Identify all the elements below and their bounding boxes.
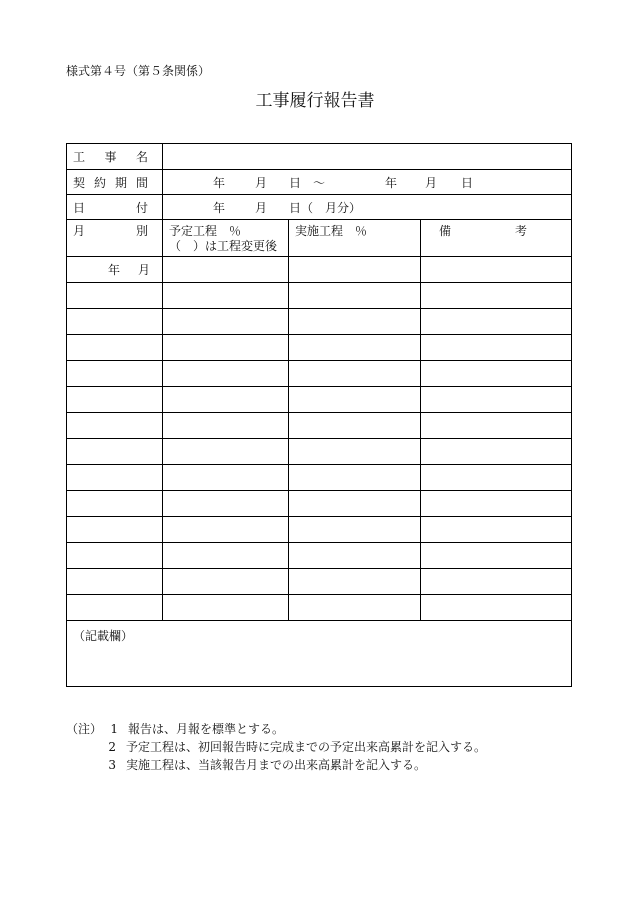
planned-cell[interactable] (163, 491, 289, 517)
actual-cell[interactable] (289, 257, 421, 283)
table-row (67, 413, 572, 439)
month-cell[interactable] (67, 335, 163, 361)
table-row (67, 335, 572, 361)
actual-cell[interactable] (289, 387, 421, 413)
remarks-cell[interactable] (421, 595, 572, 621)
remarks-cell[interactable] (421, 309, 572, 335)
remarks-cell[interactable] (421, 257, 572, 283)
month-cell[interactable] (67, 439, 163, 465)
remarks-header: 備 考 (421, 220, 572, 257)
contract-period-row (67, 170, 572, 195)
form-number: 様式第４号（第５条関係） (66, 64, 211, 78)
table-row (67, 465, 572, 491)
remarks-cell[interactable] (421, 413, 572, 439)
planned-cell[interactable] (163, 569, 289, 595)
month-cell[interactable] (67, 543, 163, 569)
contract-end-month: 月 (425, 176, 438, 190)
planned-cell[interactable] (163, 361, 289, 387)
planned-cell[interactable] (163, 309, 289, 335)
month-cell[interactable] (67, 283, 163, 309)
actual-cell[interactable] (289, 465, 421, 491)
table-row (67, 595, 572, 621)
actual-cell[interactable] (289, 361, 421, 387)
footnotes (66, 720, 486, 774)
month-cell[interactable] (67, 309, 163, 335)
project-name-label: 工 事 名 (67, 144, 163, 170)
date-field[interactable] (163, 195, 572, 220)
header-row (67, 220, 572, 257)
footnote-prefix: （注） (66, 722, 103, 736)
remarks-cell[interactable] (421, 335, 572, 361)
notes-row (67, 621, 572, 687)
year-month-cell[interactable]: 年 月 (67, 257, 163, 283)
footnote-item: （注） 1 報告は、月報を標準とする。 (66, 722, 285, 736)
actual-cell[interactable] (289, 283, 421, 309)
month-cell[interactable] (67, 595, 163, 621)
table-row (67, 439, 572, 465)
date-month-for: 月分） (325, 201, 362, 215)
month-cell[interactable] (67, 517, 163, 543)
actual-cell[interactable] (289, 543, 421, 569)
planned-cell[interactable] (163, 257, 289, 283)
month-cell[interactable] (67, 361, 163, 387)
remarks-cell[interactable] (421, 491, 572, 517)
notes-label: （記載欄） (73, 629, 134, 643)
remarks-cell[interactable] (421, 543, 572, 569)
footnote-item: 2 予定工程は、初回報告時に完成までの予定出来高累計を記入する。 (108, 740, 487, 754)
planned-cell[interactable] (163, 465, 289, 491)
remarks-cell[interactable] (421, 569, 572, 595)
project-name-field[interactable] (163, 144, 572, 170)
table-row (67, 517, 572, 543)
planned-cell[interactable] (163, 387, 289, 413)
actual-cell[interactable] (289, 439, 421, 465)
date-label: 日 付 (67, 195, 163, 220)
table-row (67, 361, 572, 387)
actual-cell[interactable] (289, 595, 421, 621)
remarks-cell[interactable] (421, 439, 572, 465)
contract-period-field[interactable] (163, 170, 572, 195)
remarks-cell[interactable] (421, 361, 572, 387)
planned-cell[interactable] (163, 283, 289, 309)
month-cell[interactable] (67, 387, 163, 413)
contract-start-month: 月 (255, 176, 268, 190)
remarks-cell[interactable] (421, 283, 572, 309)
notes-field[interactable] (67, 621, 572, 687)
table-row (67, 283, 572, 309)
planned-cell[interactable] (163, 439, 289, 465)
contract-end-day: 日 (461, 176, 474, 190)
month-cell[interactable] (67, 569, 163, 595)
date-year: 年 (213, 201, 226, 215)
month-cell[interactable] (67, 491, 163, 517)
contract-period-label: 契 約 期 間 (67, 170, 163, 195)
remarks-cell[interactable] (421, 465, 572, 491)
actual-cell[interactable] (289, 517, 421, 543)
remarks-cell[interactable] (421, 517, 572, 543)
project-name-row (67, 144, 572, 170)
planned-cell[interactable] (163, 543, 289, 569)
actual-cell[interactable] (289, 491, 421, 517)
contract-end-year: 年 (385, 176, 398, 190)
date-row (67, 195, 572, 220)
date-month: 月 (255, 201, 268, 215)
contract-start-day: 日 (289, 176, 302, 190)
planned-progress-header: 予定工程 ％ （ ）は工程変更後 (163, 220, 289, 257)
actual-cell[interactable] (289, 569, 421, 595)
month-cell[interactable] (67, 465, 163, 491)
table-row (67, 543, 572, 569)
month-cell[interactable] (67, 413, 163, 439)
actual-cell[interactable] (289, 309, 421, 335)
planned-cell[interactable] (163, 413, 289, 439)
table-row (67, 387, 572, 413)
page-title: 工事履行報告書 (255, 91, 375, 111)
footnote-item: 3 実施工程は、当該報告月までの出来高累計を記入する。 (108, 758, 427, 772)
table-row (67, 491, 572, 517)
actual-cell[interactable] (289, 413, 421, 439)
planned-cell[interactable] (163, 517, 289, 543)
date-day: 日（ (289, 201, 314, 215)
month-header: 月 別 (67, 220, 163, 257)
contract-start-year: 年 (213, 176, 226, 190)
planned-cell[interactable] (163, 335, 289, 361)
table-row (67, 569, 572, 595)
planned-cell[interactable] (163, 595, 289, 621)
report-table (66, 143, 572, 687)
actual-progress-header: 実施工程 ％ (289, 220, 421, 257)
table-row (67, 309, 572, 335)
remarks-cell[interactable] (421, 387, 572, 413)
table-row (67, 257, 572, 283)
actual-cell[interactable] (289, 335, 421, 361)
contract-period-tilde: ～ (313, 176, 326, 190)
